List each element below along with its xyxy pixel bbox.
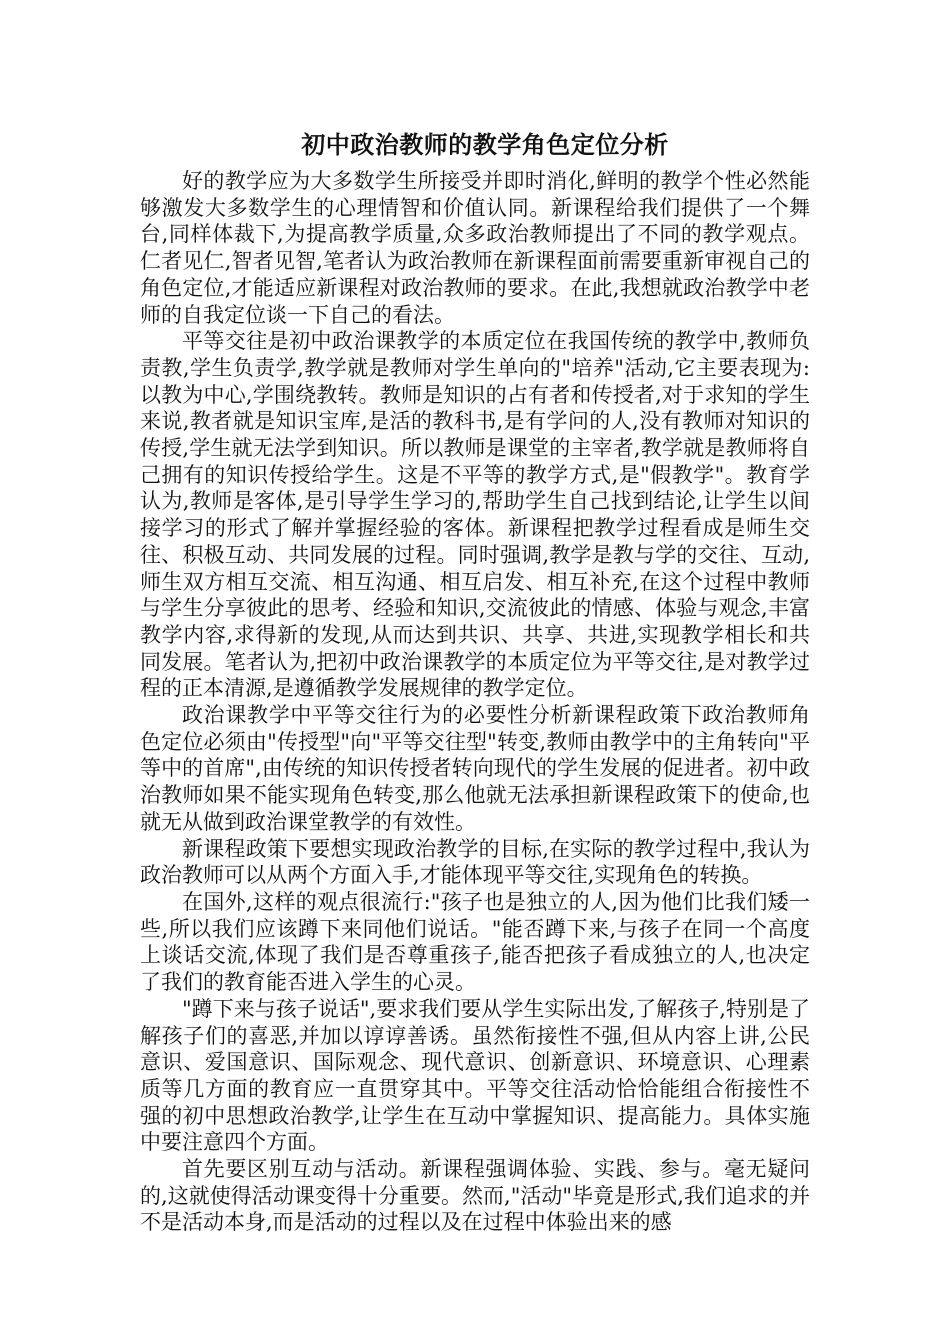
paragraph-first: 首先要区别互动与活动。新课程强调体验、实践、参与。毫无疑问的,这就使得活动课变得十分重要。然而,"活动"毕竟是形式,我们追求的并不是活动本身,而是活动的过程以及在过程中体验出来的感 (140, 1157, 810, 1235)
document-title: 初中政治教师的教学角色定位分析 (301, 130, 669, 159)
paragraph-squat-down: "蹲下来与孩子说话",要求我们要从学生实际出发,了解孩子,特别是了解孩子们的喜恶,并加以谆谆善诱。虽然衔接性不强,但从内容上讲,公民意识、爱国意识、国际观念、现代意识、创新意识、环境意识、心理素质等几方面的教育应一直贯穿其中。平等交往活动恰恰能组合衔接性不强的初中思想政治教学,让学生在互动中掌握知识、提高能力。具体实施中要注意四个方面。 (140, 996, 810, 1155)
paragraph-equal-interaction: 平等交往是初中政治课教学的本质定位在我国传统的教学中,教师负责教,学生负责学,教学就是教师对学生单向的"培养"活动,它主要表现为:以教为中心,学围绕教转。教师是知识的占有者和传授者,对于求知的学生来说,教者就是知识宝库,是活的教科书,是有学问的人,没有教师对知识的传授,学生就无法学到知识。所以教师是课堂的主宰者,教学就是教师将自己拥有的知识传授给学生。这是不平等的教学方式,是"假教学"。教育学认为,教师是客体,是引导学生学习的,帮助学生自己找到结论,让学生以间接学习的形式了解并掌握经验的客体。新课程把教学过程看成是师生交往、积极互动、共同发展的过程。同时强调,教学是教与学的交往、互动,师生双方相互交流、相互沟通、相互启发、相互补充,在这个过程中教师与学生分享彼此的思考、经验和知识,交流彼此的情感、体验与观念,丰富教学内容,求得新的发现,从而达到共识、共享、共进,实现教学相长和共同发展。笔者认为,把初中政治课教学的本质定位为平等交往,是对教学过程的正本清源,是遵循教学发展规律的教学定位。 (140, 329, 810, 701)
document-page (140, 128, 810, 1236)
paragraph-two-aspects: 新课程政策下要想实现政治教学的目标,在实际的教学过程中,我认为政治教师可以从两个方面入手,才能体现平等交往,实现角色的转换。 (140, 836, 810, 888)
paragraph-abroad-view: 在国外,这样的观点很流行:"孩子也是独立的人,因为他们比我们矮一些,所以我们应该蹲下来同他们说话。"能否蹲下来,与孩子在同一个高度上谈话交流,体现了我们是否尊重孩子,能否把孩子看成独立的人,也决定了我们的教育能否进入学生的心灵。 (140, 889, 810, 995)
paragraph-intro: 好的教学应为大多数学生所接受并即时消化,鲜明的教学个性必然能够激发大多数学生的心理情智和价值认同。新课程给我们提供了一个舞台,同样体裁下,为提高教学质量,众多政治教师提出了不同的教学观点。仁者见仁,智者见智,笔者认为政治教师在新课程面前需要重新审视自己的角色定位,才能适应新课程对政治教师的要求。在此,我想就政治教学中老师的自我定位谈一下自己的看法。 (140, 169, 810, 327)
paragraph-necessity: 政治课教学中平等交往行为的必要性分析新课程政策下政治教师角色定位必须由"传授型"向"平等交往型"转变,教师由教学中的主角转向"平等中的首席",由传统的知识传授者转向现代的学生发展的促进者。初中政治教师如果不能实现角色转变,那么他就无法承担新课程政策下的使命,也就无从做到政治课堂教学的有效性。 (140, 703, 810, 834)
